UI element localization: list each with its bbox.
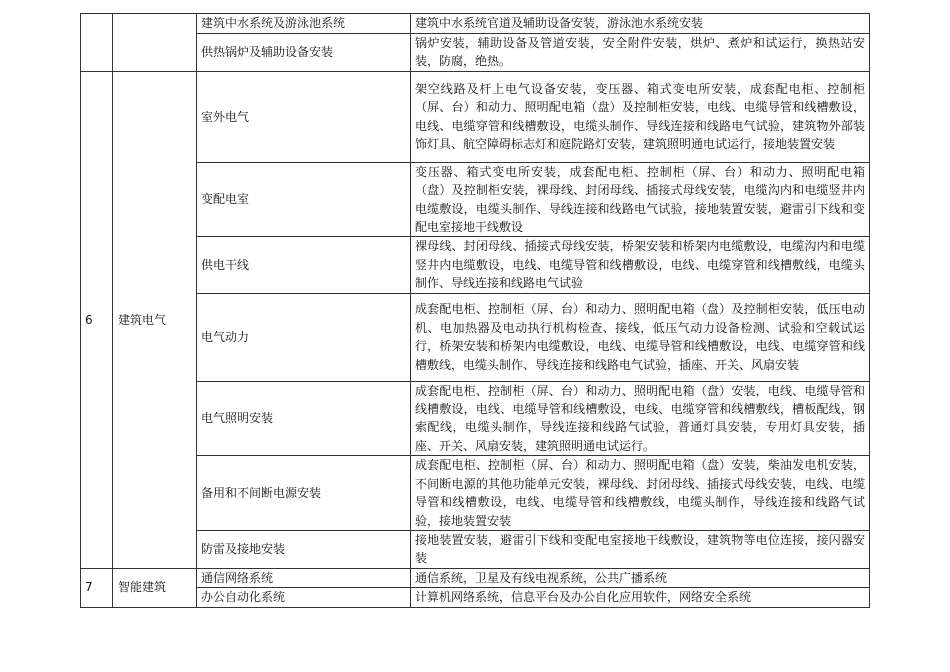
content-cell: 变压器、箱式变电所安装，成套配电柜、控制柜（屏、台）和动力、照明配电箱（盘）及控制柜安装，裸母线、封闭母线、插接式母线安装，电缆沟内和电缆竖井内电缆敷设，电缆头制作、导线连接和线路电气试验，接地装置安装，避雷引下线和变配电室接地干线敷设 <box>411 162 870 237</box>
row-number-cell: 6 <box>81 71 113 568</box>
subsection-cell: 建筑中水系统及游泳池系统 <box>197 14 411 34</box>
content-cell: 计算机网络系统，信息平台及办公自化应用软件，网络安全系统 <box>411 588 870 607</box>
table-row <box>81 381 870 456</box>
section-cell: 建筑电气 <box>113 71 197 568</box>
section-cell: 智能建筑 <box>113 568 197 607</box>
subsection-cell: 防雷及接地安装 <box>197 530 411 568</box>
table-row <box>81 34 870 72</box>
construction-items-table <box>80 13 870 608</box>
content-cell: 成套配电柜、控制柜（屏、台）和动力、照明配电箱（盘）安装，电线、电缆导管和线槽敷设，电线、电缆导管和线槽敷设，电线、电缆穿管和线槽敷线，槽板配线，钢索配线，电缆头制作，导线连接和线路气试验，普通灯具安装，专用灯具安装，插座、开关、风扇安装，建筑照明通电试运行。 <box>411 381 870 456</box>
row-number-cell: 7 <box>81 568 113 607</box>
subsection-cell: 供电干线 <box>197 237 411 293</box>
content-cell: 通信系统，卫星及有线电视系统，公共广播系统 <box>411 568 870 587</box>
content-cell: 锅炉安装，辅助设备及管道安装，安全附件安装，烘炉、煮炉和试运行，换热站安装，防腐，绝热。 <box>411 34 870 72</box>
content-cell: 接地装置安装，避雷引下线和变配电室接地干线敷设，建筑物等电位连接，接闪器安装 <box>411 530 870 568</box>
subsection-cell: 室外电气 <box>197 71 411 162</box>
subsection-cell: 变配电室 <box>197 162 411 237</box>
subsection-cell: 供热锅炉及辅助设备安装 <box>197 34 411 72</box>
subsection-cell: 备用和不间断电源安装 <box>197 456 411 531</box>
content-cell: 裸母线、封闭母线、插接式母线安装，桥架安装和桥架内电缆敷设，电缆沟内和电缆竖井内电缆敷设，电线、电缆导管和线槽敷设，电线、电缆穿管和线槽敷线，电缆头制作、导线连接和线路电气试验 <box>411 237 870 293</box>
table-row <box>81 568 870 587</box>
content-cell: 建筑中水系统官道及辅助设备安装，游泳池水系统安装 <box>411 14 870 34</box>
subsection-cell: 通信网络系统 <box>197 568 411 587</box>
row-number-cell <box>81 14 113 72</box>
table-row <box>81 293 870 381</box>
subsection-cell: 办公自动化系统 <box>197 588 411 607</box>
table-row <box>81 14 870 34</box>
table-row <box>81 237 870 293</box>
section-cell <box>113 14 197 72</box>
content-cell: 成套配电柜、控制柜（屏、台）和动力、照明配电箱（盘）安装，柴油发电机安装，不间断电源的其他功能单元安装，裸母线、封闭母线、插接式母线安装，电线、电缆导管和线槽敷设，电线、电缆导管和线槽敷线，电缆头制作，导线连接和线路气试验，接地装置安装 <box>411 456 870 531</box>
table-row <box>81 588 870 607</box>
table-row <box>81 71 870 162</box>
subsection-cell: 电气照明安装 <box>197 381 411 456</box>
content-cell: 成套配电柜、控制柜（屏、台）和动力、照明配电箱（盘）及控制柜安装，低压电动机、电加热器及电动执行机构检查、接线，低压气动力设备检测、试验和空载试运行，桥架安装和桥架内电缆敷设，电线、电缆导管和线槽敷设，电线、电缆穿管和线槽敷线，电缆头制作、导线连接和线路电气试验，插座、开关、风扇安装 <box>411 293 870 381</box>
subsection-cell: 电气动力 <box>197 293 411 381</box>
table-row <box>81 456 870 531</box>
table-row <box>81 162 870 237</box>
content-cell: 架空线路及杆上电气设备安装，变压器、箱式变电所安装，成套配电柜、控制柜（屏、台）和动力、照明配电箱（盘）及控制柜安装，电线、电缆导管和线槽敷设，电线、电缆穿管和线槽敷设，电缆头制作、导线连接和线路电气试验，建筑物外部装饰灯具、航空障碍标志灯和庭院路灯安装，建筑照明通电试运行，接地装置安装 <box>411 71 870 162</box>
table-row <box>81 530 870 568</box>
